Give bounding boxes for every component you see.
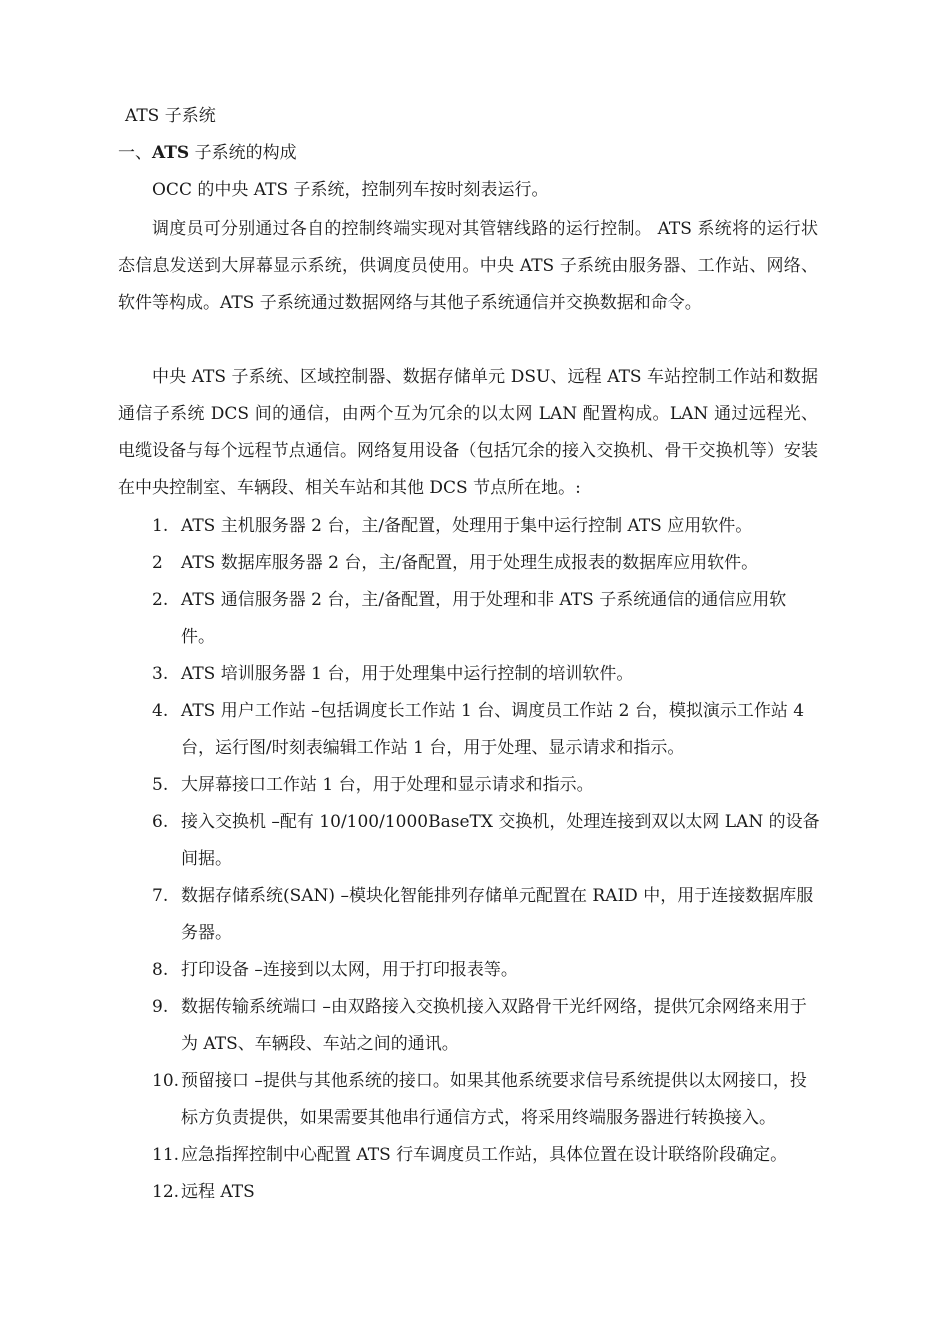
list-item-number: 3.: [152, 664, 169, 684]
list-item-text: 预留接口 –提供与其他系统的接口。如果其他系统要求信号系统提供以太网接口，投标方负责提供，如果需要其他串行通信方式，将采用终端服务器进行转换接入。: [181, 1071, 807, 1128]
equipment-list: [152, 508, 820, 1211]
list-item-text: 数据传输系统端口 –由双路接入交换机接入双路骨干光纤网络，提供冗余网络来用于为 ATS、车辆段、车站之间的通讯。: [181, 997, 807, 1054]
list-item-text: ATS 主机服务器 2 台，主/备配置，处理用于集中运行控制 ATS 应用软件。: [181, 516, 753, 536]
list-item: [152, 767, 820, 804]
list-item-text: 大屏幕接口工作站 1 台，用于处理和显示请求和指示。: [181, 775, 594, 795]
list-item-number: 1.: [152, 516, 169, 536]
list-item: [152, 952, 820, 989]
paragraph-dispatcher: 调度员可分别通过各自的控制终端实现对其管辖线路的运行控制。 ATS 系统将的运行状态信息发送到大屏幕显示系统，供调度员使用。中央 ATS 子系统由服务器、工作站、网络、软件等构成。ATS 子系统通过数据网络与其他子系统通信并交换数据和命令。: [118, 219, 818, 313]
list-item: [152, 804, 820, 878]
list-item-number: 5.: [152, 775, 169, 795]
list-item: [152, 989, 820, 1063]
document-title: ATS 子系统: [125, 106, 216, 126]
list-item: [152, 878, 820, 952]
list-item-text: 远程 ATS: [181, 1182, 255, 1202]
list-item-number: 8.: [152, 960, 169, 980]
list-item: [152, 1174, 820, 1211]
list-item-text: 应急指挥控制中心配置 ATS 行车调度员工作站，具体位置在设计联络阶段确定。: [181, 1145, 788, 1165]
list-item-number: 6.: [152, 812, 169, 832]
list-item: [152, 1063, 820, 1137]
list-item: [152, 1137, 820, 1174]
list-item-text: 接入交换机 –配有 10/100/1000BaseTX 交换机，处理连接到双以太网 LAN 的设备间据。: [181, 812, 820, 869]
section-heading-bold: ATS: [152, 143, 190, 163]
list-item-number: 2.: [152, 590, 169, 610]
list-item: [152, 693, 820, 767]
list-item-number: 11.: [152, 1145, 180, 1165]
list-item-text: ATS 培训服务器 1 台，用于处理集中运行控制的培训软件。: [181, 664, 634, 684]
list-item: [152, 656, 820, 693]
list-item: [152, 582, 820, 656]
section-heading-text: 子系统的构成: [189, 143, 297, 163]
list-item: [152, 508, 820, 545]
list-item-text: ATS 数据库服务器 2 台，主/备配置，用于处理生成报表的数据库应用软件。: [181, 553, 759, 573]
list-item-number: 2: [152, 553, 163, 573]
list-item-number: 12.: [152, 1182, 180, 1202]
paragraph-network: 中央 ATS 子系统、区域控制器、数据存储单元 DSU、远程 ATS 车站控制工作站和数据通信子系统 DCS 间的通信，由两个互为冗余的以太网 LAN 配置构成。LAN 通过远程光、电缆设备与每个远程节点通信。网络复用设备（包括冗余的接入交换机、骨干交换机等）安装在中央控制室、车辆段、相关车站和其他 DCS 节点所在地。:: [118, 367, 818, 498]
list-item: [152, 545, 820, 582]
paragraph-occ: OCC 的中央 ATS 子系统，控制列车按时刻表运行。: [152, 180, 549, 200]
section-heading-prefix: 一、: [118, 143, 152, 163]
list-item-number: 9.: [152, 997, 169, 1017]
section-heading: [118, 135, 297, 172]
list-item-text: ATS 用户工作站 –包括调度长工作站 1 台、调度员工作站 2 台，模拟演示工作站 4 台，运行图/时刻表编辑工作站 1 台，用于处理、显示请求和指示。: [181, 701, 805, 758]
list-item-text: 打印设备 –连接到以太网，用于打印报表等。: [181, 960, 518, 980]
list-item-number: 7.: [152, 886, 169, 906]
list-item-text: ATS 通信服务器 2 台，主/备配置，用于处理和非 ATS 子系统通信的通信应用软件。: [181, 590, 787, 647]
list-item-text: 数据存储系统(SAN) –模块化智能排列存储单元配置在 RAID 中，用于连接数据库服务器。: [181, 886, 814, 943]
list-item-number: 4.: [152, 701, 169, 721]
list-item-number: 10.: [152, 1071, 180, 1091]
